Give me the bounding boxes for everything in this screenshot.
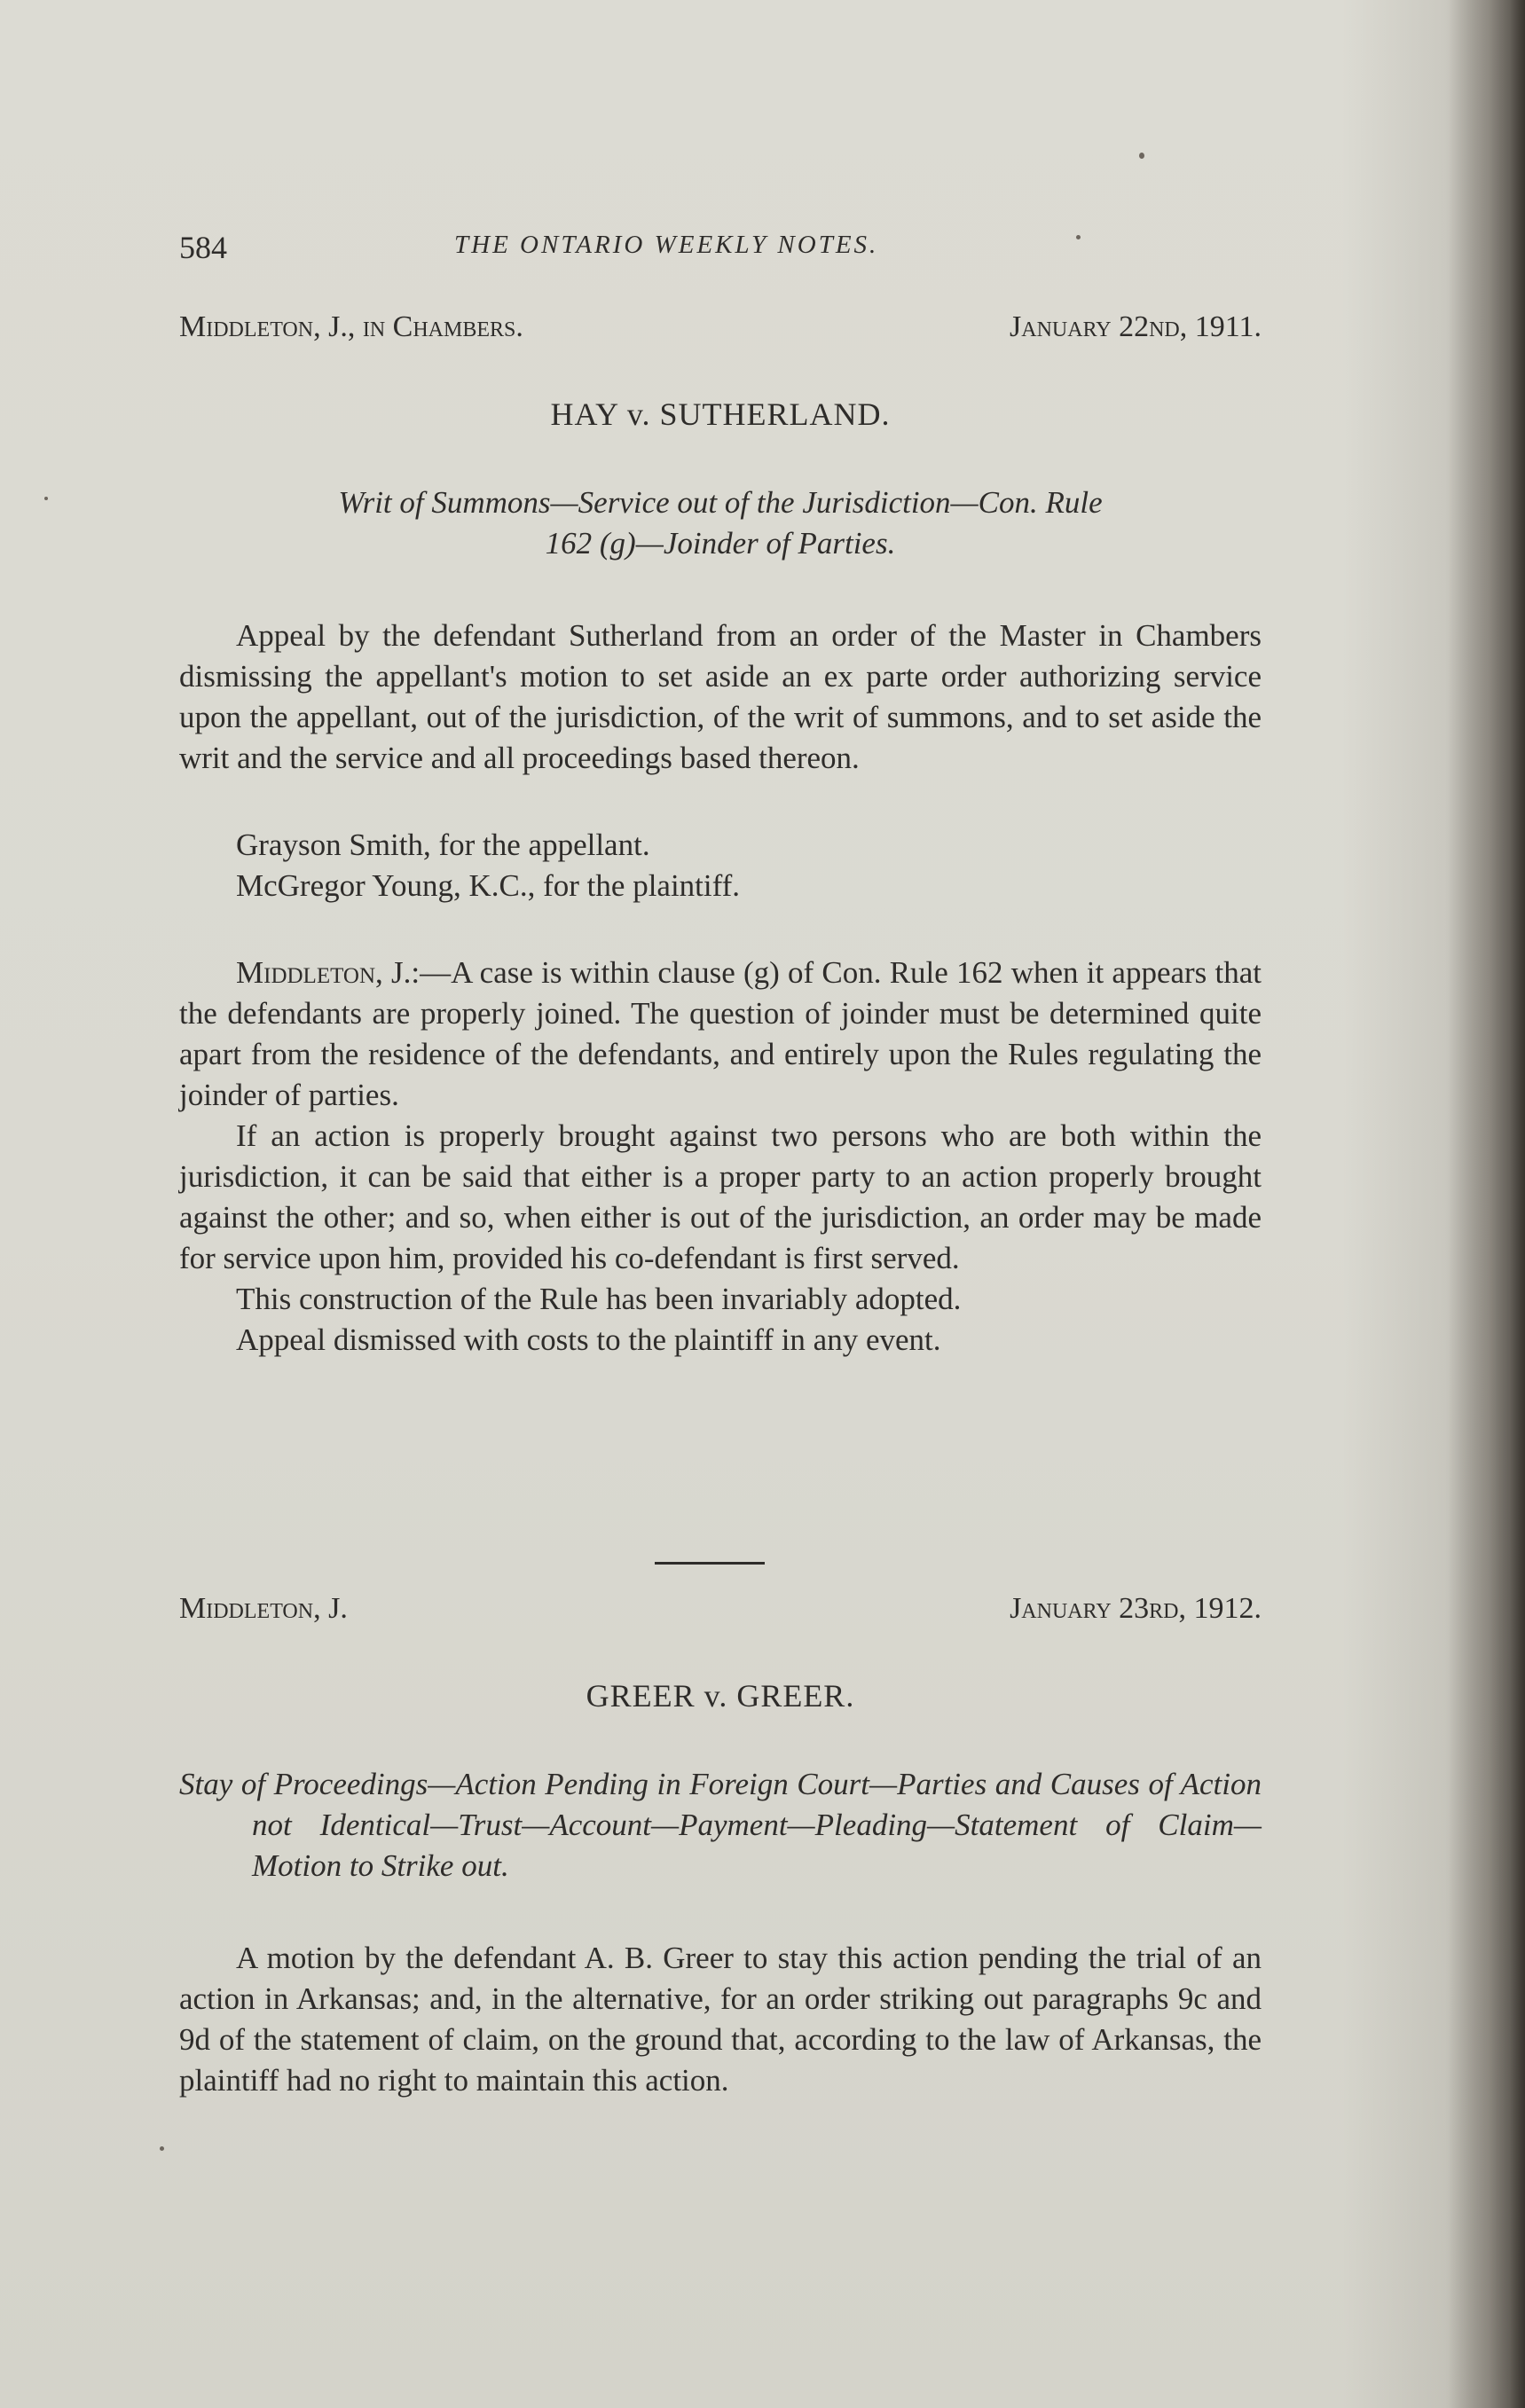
counsel-plaintiff: McGregor Young, K.C., for the plaintiff. bbox=[236, 868, 741, 903]
counsel-list bbox=[179, 825, 1262, 906]
paper-speck bbox=[1139, 153, 1144, 159]
paper-speck bbox=[1076, 235, 1081, 239]
judgment-text: :—A case is within clause (g) of Con. Rule 162 when it appears that the defendants are properly joined. The question of joinder must be determined quite apart from the residence of the defendants, and entirely upon the Rules regulating the joinder of parties. bbox=[179, 955, 1262, 1112]
judge-line: Middleton, J. bbox=[179, 1592, 348, 1625]
counsel-appellant: Grayson Smith, for the appellant. bbox=[236, 828, 650, 862]
judge-name: Middleton, J. bbox=[236, 955, 412, 990]
case-title: GREER v. GREER. bbox=[586, 1678, 855, 1714]
disposition: Appeal dismissed with costs to the plaintiff in any event. bbox=[236, 1322, 941, 1357]
judge-line: Middleton, J., in Chambers. bbox=[179, 310, 523, 343]
case-meta bbox=[179, 1592, 1262, 1636]
case-greer-v-greer bbox=[179, 1592, 1262, 2101]
spine-shadow bbox=[1445, 0, 1525, 2408]
decision-date: January 23rd, 1912. bbox=[1010, 1592, 1262, 1625]
case-meta bbox=[179, 310, 1262, 355]
page-number: 584 bbox=[179, 230, 227, 265]
case-hay-v-sutherland bbox=[179, 310, 1262, 1361]
motion-summary: A motion by the defendant A. B. Greer to stay this action pending the trial of an action in Arkansas; and, in the alternative, for an order striking out paragraphs 9c and 9d of the statement of claim, on the ground that, according to the law of Arkansas, the plaintiff had no right to maintain this action. bbox=[179, 1941, 1262, 2098]
headnote-line: 162 (g)—Joinder of Parties. bbox=[545, 526, 896, 561]
judgment-paragraph bbox=[179, 953, 1262, 1116]
decision-date: January 22nd, 1911. bbox=[1010, 310, 1262, 343]
headnote-line: Writ of Summons—Service out of the Jurisdiction—Con. Rule bbox=[338, 485, 1103, 520]
journal-title: THE ONTARIO WEEKLY NOTES. bbox=[454, 231, 879, 259]
paper-speck bbox=[160, 2146, 164, 2151]
case-title: HAY v. SUTHERLAND. bbox=[550, 396, 891, 432]
judgment-paragraph: If an action is properly brought against two persons who are both within the jurisdiction, it can be said that either is a proper party to an action properly brought against the other; and so, when either is out of the jurisdiction, an order may be made for service upon him, provided his co-defendant is first served. bbox=[179, 1118, 1262, 1275]
headnote: Stay of Proceedings—Action Pending in Foreign Court—Parties and Causes of Action not Identical—Trust—Account—Payment—Pleading—Statement of Claim—Motion to Strike out. bbox=[179, 1767, 1262, 1883]
judgment-paragraph: This construction of the Rule has been invariably adopted. bbox=[236, 1282, 962, 1316]
section-divider bbox=[655, 1562, 765, 1565]
running-head bbox=[179, 229, 1262, 273]
appeal-summary: Appeal by the defendant Sutherland from an order of the Master in Chambers dismissing the appellant's motion to set aside an ex parte order authorizing service upon the appellant, out of the jurisdiction, of the writ of summons, and to set aside the writ and the service and all proceedings based thereon. bbox=[179, 618, 1262, 775]
paper-speck bbox=[44, 497, 48, 500]
headnote bbox=[179, 482, 1262, 564]
